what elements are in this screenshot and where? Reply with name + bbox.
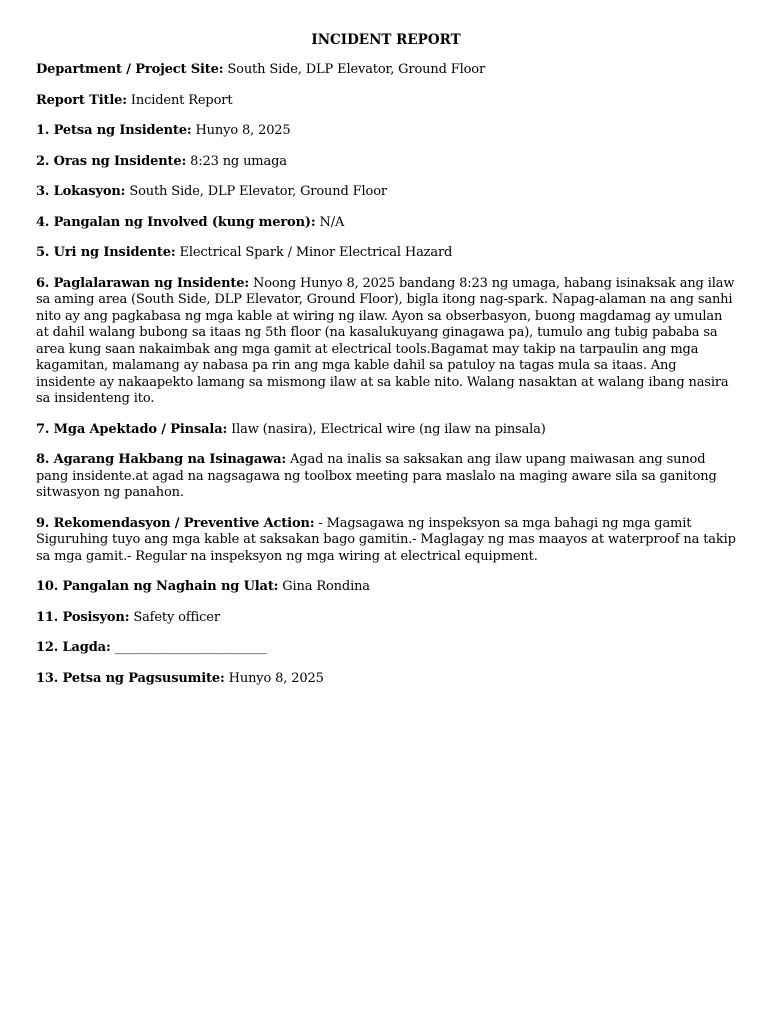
field-value: Hunyo 8, 2025 <box>191 123 291 138</box>
field-petsa-pagsusumite <box>36 671 736 688</box>
field-value: Gina Rondina <box>278 579 370 594</box>
document-page <box>36 31 736 701</box>
field-label: 3. Lokasyon: <box>36 184 126 199</box>
field-value: Electrical Spark / Minor Electrical Hazard <box>175 245 453 260</box>
field-lagda <box>36 640 736 657</box>
field-rekomendasyon <box>36 516 736 566</box>
field-pangalan-involved <box>36 215 736 232</box>
field-value: Agad na inalis sa saksakan ang ilaw upang maiwasan ang sunod pang insidente.at agad na nagsagawa ng toolbox meeting para maslalo na maging aware sila sa ganitong sitwasyon ng panahon. <box>36 452 717 500</box>
field-label: 2. Oras ng Insidente: <box>36 153 187 169</box>
field-value: Ilaw (nasira), Electrical wire (ng ilaw na pinsala) <box>227 421 546 437</box>
field-label: Report Title: <box>36 92 127 108</box>
field-agarang-hakbang <box>36 452 736 502</box>
field-value: - Magsagawa ng inspeksyon sa mga bahagi ng mga gamit Siguruhing tuyo ang mga kable at saksakan bago gamitin.- Maglagay ng mas maayos at waterproof na takip sa mga gamit.- Regular na inspeksyon ng mga wiring at electrical equipment. <box>36 515 736 564</box>
field-label: 13. Petsa ng Pagsusumite: <box>36 670 225 686</box>
field-department <box>36 62 736 79</box>
field-petsa-insidente <box>36 123 736 140</box>
field-label: 12. Lagda: <box>36 640 111 655</box>
field-value: 8:23 ng umaga <box>186 153 287 169</box>
field-oras-insidente <box>36 154 736 171</box>
field-lokasyon <box>36 184 736 201</box>
field-apektado <box>36 422 736 439</box>
field-label: 9. Rekomendasyon / Preventive Action: <box>36 515 315 531</box>
field-value: South Side, DLP Elevator, Ground Floor <box>223 62 486 77</box>
field-value: Noong Hunyo 8, 2025 bandang 8:23 ng umaga, habang isinaksak ang ilaw sa aming area (South Side, DLP Elevator, Ground Floor), bigla itong nag-spark. Napag-alaman na ang sanhi nito ay ang pagkabasa ng mga kable at wiring ng ilaw. Ayon sa obserbasyon, buong magdamag ay umulan at dahil walang bubong sa itaas ng 5th floor (na kasalukuyang ginagawa pa), tumulo ang tubig pababa sa area kung saan nakaimbak ang mga gamit at electrical tools.Bagamat may takip na tarpaulin ang mga kagamitan, malamang ay nabasa pa rin ang mga kable dahil sa patuloy na tagas mula sa itaas. Ang insidente ay nakaapekto lamang sa mismong ilaw at sa kable nito. Walang nasaktan at walang ibang nasira sa insidenteng ito. <box>36 275 735 406</box>
field-value: N/A <box>315 214 345 230</box>
field-label: 4. Pangalan ng Involved (kung meron): <box>36 214 316 230</box>
field-label: 11. Posisyon: <box>36 609 130 625</box>
field-value: South Side, DLP Elevator, Ground Floor <box>125 184 387 199</box>
field-label: 1. Petsa ng Insidente: <box>36 123 192 138</box>
field-label: 10. Pangalan ng Naghain ng Ulat: <box>36 579 279 594</box>
field-report-title <box>36 93 736 110</box>
field-label: 7. Mga Apektado / Pinsala: <box>36 421 228 437</box>
field-label: Department / Project Site: <box>36 62 224 77</box>
field-paglalarawan <box>36 276 736 408</box>
field-value: Safety officer <box>129 609 220 625</box>
field-value: Incident Report <box>126 92 233 108</box>
field-naghain <box>36 579 736 596</box>
field-label: 5. Uri ng Insidente: <box>36 245 176 260</box>
field-value: Hunyo 8, 2025 <box>224 670 324 686</box>
field-label: 6. Paglalarawan ng Insidente: <box>36 275 250 291</box>
document-title: INCIDENT REPORT <box>311 32 461 48</box>
field-posisyon <box>36 610 736 627</box>
signature-line: ________________________ <box>110 640 267 655</box>
field-label: 8. Agarang Hakbang na Isinagawa: <box>36 452 287 467</box>
field-uri-insidente <box>36 245 736 262</box>
